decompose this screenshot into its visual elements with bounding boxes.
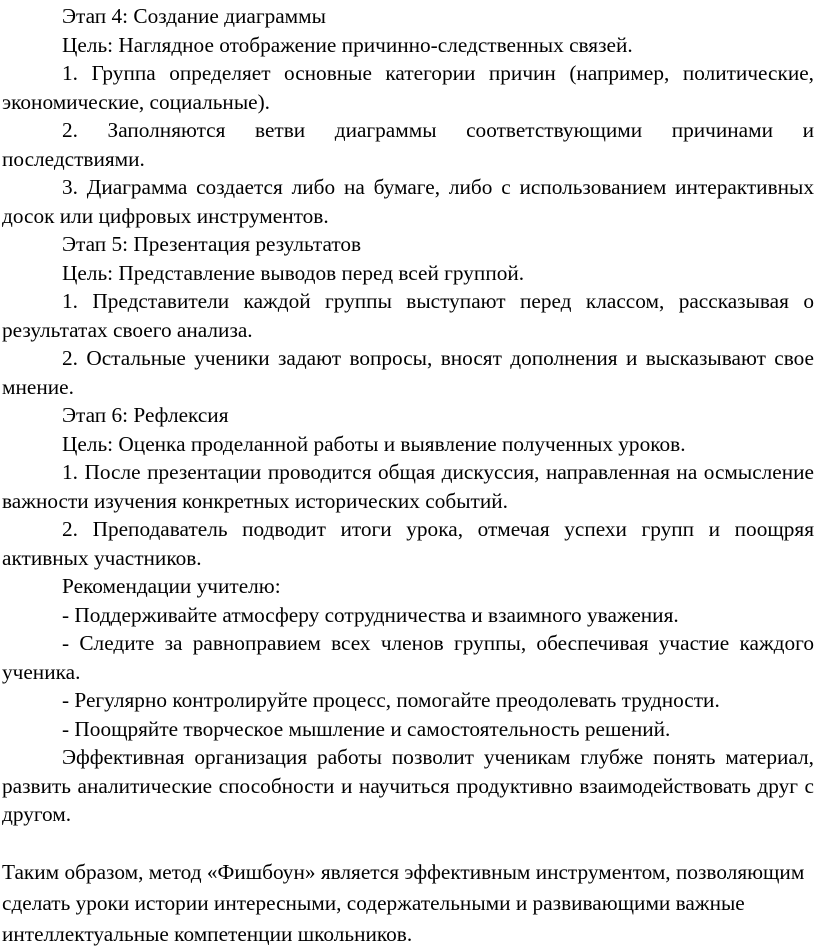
stage-6-heading: Этап 6: Рефлексия (62, 403, 229, 427)
stage-4-step-2: 2. Заполняются ветви диаграммы соответствующими причинами и последствиями. (2, 118, 814, 171)
stage-4-heading: Этап 4: Создание диаграммы (62, 4, 326, 28)
document-body (2, 2, 814, 829)
recommendation-item: - Поддерживайте атмосферу сотрудничества и взаимного уважения. (62, 602, 679, 627)
stage-4-step-1: 1. Группа определяет основные категории причин (например, политические, экономические, социальные). (2, 61, 814, 114)
closing-paragraph: Эффективная организация работы позволит ученикам глубже понять материал, развить аналитические способности и научиться продуктивно взаимодействовать друг с другом. (2, 745, 814, 826)
recommendation-item: - Поощряйте творческое мышление и самостоятельность решений. (62, 716, 671, 741)
stage-5-goal: Цель: Представление выводов перед всей группой. (62, 260, 525, 285)
recommendations-heading: Рекомендации учителю: (62, 574, 281, 598)
stage-6-goal: Цель: Оценка проделанной работы и выявление полученных уроков. (62, 431, 686, 456)
stage-6-step-2: 2. Преподаватель подводит итоги урока, отмечая успехи групп и поощряя активных участников. (2, 517, 814, 570)
stage-5-step-2: 2. Остальные ученики задают вопросы, вносят дополнения и высказывают свое мнение. (2, 346, 814, 399)
stage-5-heading: Этап 5: Презентация результатов (62, 232, 362, 256)
recommendation-item: - Регулярно контролируйте процесс, помогайте преодолевать трудности. (62, 688, 720, 712)
stage-4-goal: Цель: Наглядное отображение причинно-следственных связей. (62, 32, 633, 57)
paragraph-gap (2, 829, 814, 857)
recommendation-item: - Следите за равноправием всех членов группы, обеспечивая участие каждого ученика. (2, 631, 814, 684)
stage-6-step-1: 1. После презентации проводится общая дискуссия, направленная на осмысление важности изучения конкретных исторических событий. (2, 460, 814, 513)
stage-5-step-1: 1. Представители каждой группы выступают перед классом, рассказывая о результатах своего анализа. (2, 289, 814, 342)
stage-4-step-3: 3. Диаграмма создается либо на бумаге, либо с использованием интерактивных досок или цифровых инструментов. (2, 175, 814, 228)
conclusion-paragraph: Таким образом, метод «Фишбоун» является эффективным инструментом, позволяющим сделать уроки истории интересными, содержательными и развивающими важные интеллектуальные компетенции школьников. (2, 859, 805, 946)
